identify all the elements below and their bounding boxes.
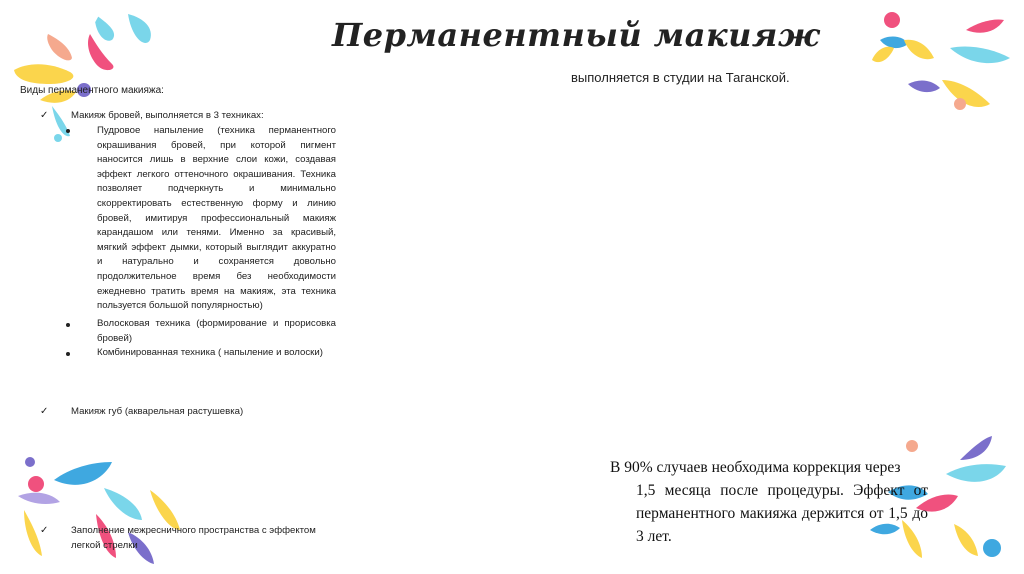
decorative-splash-bottom-left — [0, 440, 200, 574]
list-item-lips: Макияж губ (акварельная растушевка) — [71, 406, 244, 417]
slide-subtitle: выполняется в студии на Таганской. — [571, 70, 790, 85]
list-item-brows: Макияж бровей, выполняется в 3 техниках: — [71, 110, 264, 121]
check-mark-icon: ✓ — [40, 406, 49, 417]
bullet-icon — [66, 352, 70, 356]
decorative-splash-top-right — [860, 0, 1024, 130]
list-item-eyeliner: Заполнение межресничного пространства с эффектом легкой стрелки — [71, 525, 316, 551]
technique-powder: Пудровое напыление (техника перманентного окрашивания бровей, при которой пигмент наносится лишь в верхние слои кожи, создавая эффект легкого оттеночного окрашивания. Техника позволяет подчеркнуть и минимально скорректировать естественную форму и линию бровей, имитируя профессиональный макияж карандашом или тенями. Именно за красивый, мягкий эффект дымки, который выглядит аккуратно и натурально и сохраняется довольно продолжительное время без необходимости ежедневно тратить время на макияж, эта техника пользуется большой популярностью) — [97, 125, 336, 312]
section-label: Виды перманентного макияжа: — [20, 85, 164, 96]
check-mark-icon: ✓ — [40, 525, 49, 536]
bullet-icon — [66, 323, 70, 327]
bullet-icon — [66, 129, 70, 133]
correction-note-line1: В 90% случаев необходима коррекция через — [610, 459, 901, 476]
correction-note-rest: 1,5 месяца после процедуры. Эффект от перманентного макияжа держится от 1,5 до 3 лет. — [636, 482, 928, 545]
check-mark-icon: ✓ — [40, 110, 49, 121]
technique-hair: Волосковая техника (формирование и прорисовка бровей) — [97, 318, 336, 344]
slide-title: Перманентный макияж — [332, 16, 821, 54]
technique-combined: Комбинированная техника ( напыление и волоски) — [97, 347, 323, 358]
correction-note — [610, 456, 928, 548]
